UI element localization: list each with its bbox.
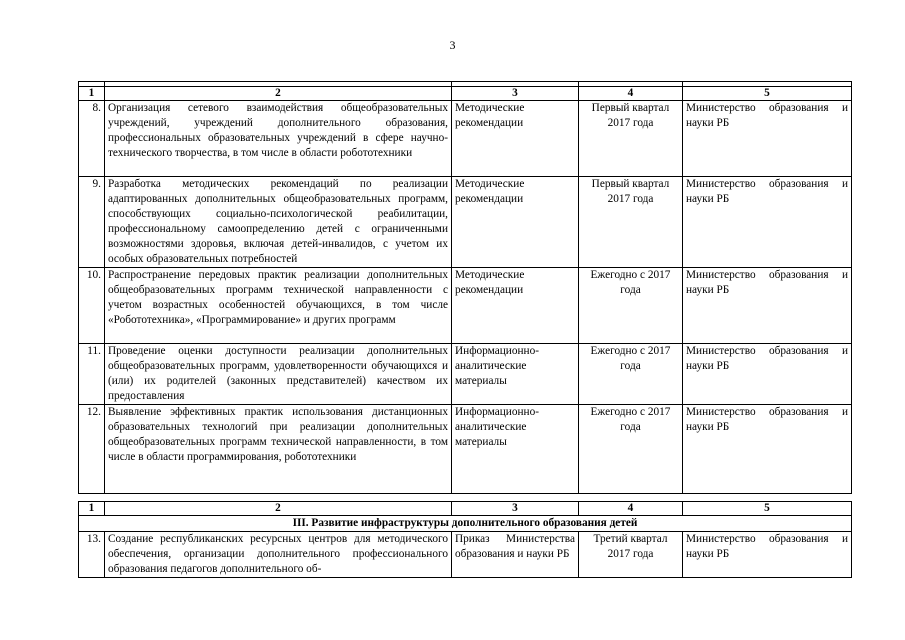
deadline-cell: Ежегодно с 2017 года [579,344,683,405]
executor-cell: Министерство образования и науки РБ [683,405,852,494]
activity-cell: Организация сетевого взаимодействия общеобразовательных учреждений, учреждений дополнительного образования, профессиональных образовательных учреждений в сфере научно-технического творчества, в том числе в области робототехники [105,101,452,177]
executor-cell: Министерство образования и науки РБ [683,268,852,344]
row-number: 8. [79,101,105,177]
executor-cell: Министерство образования и науки РБ [683,101,852,177]
column-header: 1 [79,502,105,516]
activity-cell: Выявление эффективных практик использования дистанционных образовательных технологий при реализации дополнительных общеобразовательных программ технической направленности, в том числе в области программирования, робототехники [105,405,452,494]
column-header: 1 [79,87,105,101]
deadline-cell: Первый квартал 2017 года [579,101,683,177]
deadline-cell: Первый квартал 2017 года [579,177,683,268]
activity-cell: Разработка методических рекомендаций по реализации адаптированных дополнительных общеобразовательных программ, способствующих социально-психологической реабилитации, профессиональному самоопределению детей с ограниченными возможностями здоровья, включая детей-инвалидов, с учетом их особых образовательных потребностей [105,177,452,268]
table-row [79,177,852,268]
column-number-header [79,87,852,101]
executor-cell: Министерство образования и науки РБ [683,344,852,405]
column-header: 3 [452,502,579,516]
activity-cell: Создание республиканских ресурсных центров для методического обеспечения, организации дополнительного профессионального образования педагогов дополнительного об- [105,532,452,578]
column-header: 5 [683,87,852,101]
table-row [79,344,852,405]
row-number: 12. [79,405,105,494]
result-cell: Методические рекомендации [452,268,579,344]
section-heading-row [79,516,852,532]
activity-cell: Проведение оценки доступности реализации дополнительных общеобразовательных программ, удовлетворенности обучающихся и (или) их родителей (законных представителей) качеством их предоставления [105,344,452,405]
column-header: 5 [683,502,852,516]
executor-cell: Министерство образования и науки РБ [683,532,852,578]
executor-cell: Министерство образования и науки РБ [683,177,852,268]
row-number: 10. [79,268,105,344]
page-number: 3 [449,38,456,52]
result-cell: Приказ Министерства образования и науки РБ [452,532,579,578]
result-cell: Информационно-аналитические материалы [452,405,579,494]
column-number-header [79,502,852,516]
result-cell: Методические рекомендации [452,101,579,177]
column-header: 4 [579,87,683,101]
activity-cell: Распространение передовых практик реализации дополнительных общеобразовательных программ технической направленности с учетом возрастных особенностей обучающихся, в том числе «Робототехника», «Программирование» и других программ [105,268,452,344]
column-header: 3 [452,87,579,101]
deadline-cell: Ежегодно с 2017 года [579,268,683,344]
table-row [79,268,852,344]
column-header: 4 [579,502,683,516]
result-cell: Методические рекомендации [452,177,579,268]
row-number: 13. [79,532,105,578]
table-row [79,405,852,494]
row-number: 11. [79,344,105,405]
row-number: 9. [79,177,105,268]
action-plan-table [78,81,852,494]
table-row [79,532,852,578]
action-plan-table-continued [78,501,852,578]
table-row [79,101,852,177]
column-header: 2 [105,87,452,101]
result-cell: Информационно-аналитические материалы [452,344,579,405]
column-header: 2 [105,502,452,516]
section-title: III. Развитие инфраструктуры дополнительного образования детей [79,516,852,532]
deadline-cell: Ежегодно с 2017 года [579,405,683,494]
deadline-cell: Третий квартал 2017 года [579,532,683,578]
